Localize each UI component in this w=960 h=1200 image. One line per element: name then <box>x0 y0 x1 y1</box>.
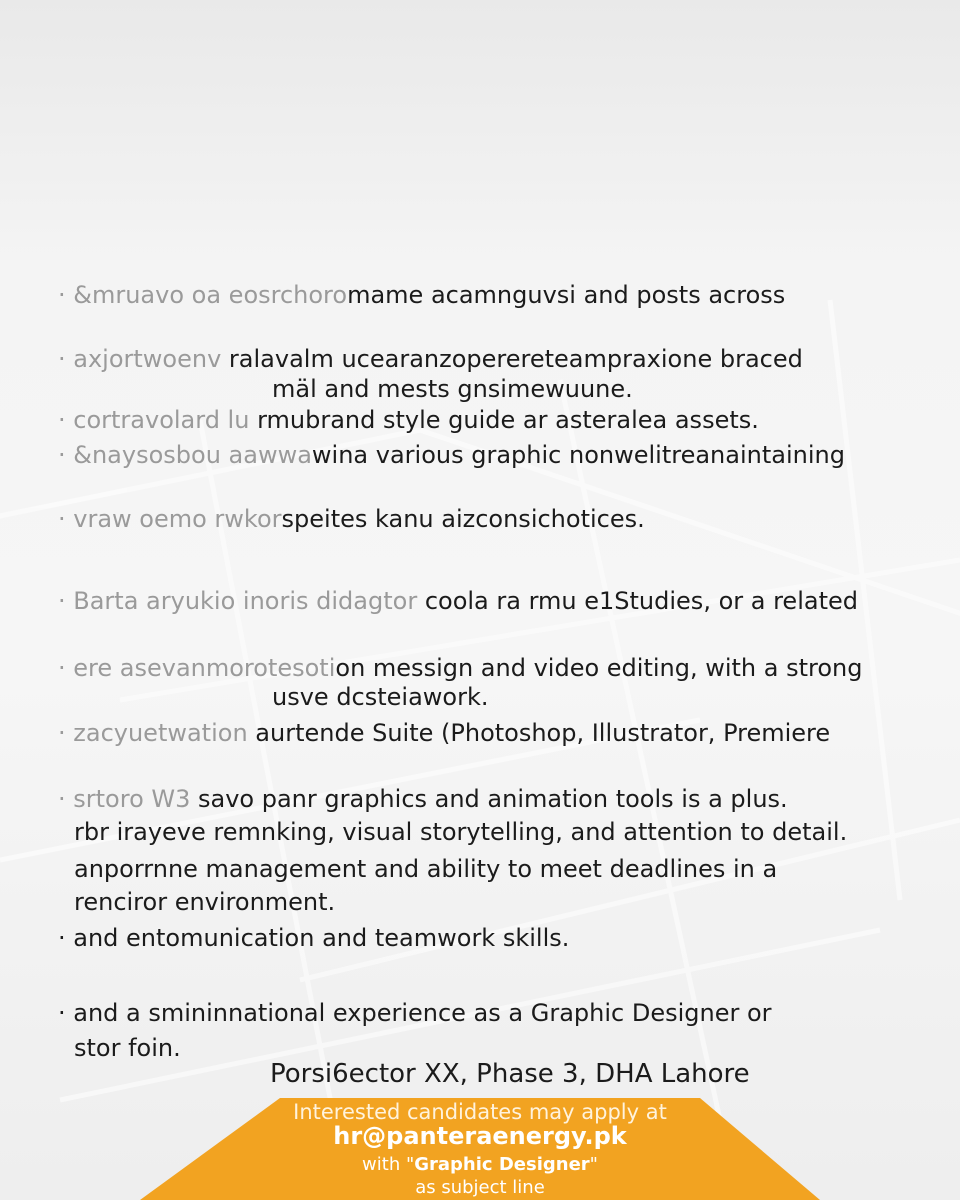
text-line-13: anporrnne management and ability to meet deadlines in a <box>74 855 778 883</box>
text-line-17: stor foin. <box>74 1034 181 1062</box>
text-line-4: · cortravolard lu rmubrand style guide ar asteralea assets. <box>58 406 759 434</box>
apply-banner <box>0 1098 960 1200</box>
text-line-9: usve dcsteiawork. <box>272 683 489 711</box>
text-line-3: mäl and mests gnsimewuune. <box>272 375 633 403</box>
text-line-2: · axjortwoenv ralavalm ucearanzoperereteampraxione braced <box>58 345 803 373</box>
text-line-15: · and entomunication and teamwork skills. <box>58 924 570 952</box>
apply-intro-text: Interested candidates may apply at <box>293 1100 667 1124</box>
apply-email-link[interactable]: hr@panteraenergy.pk <box>333 1122 627 1150</box>
text-line-16: · and a smininnational experience as a Graphic Designer or <box>58 999 772 1027</box>
text-line-8: · ere asevanmorotesotion messign and video editing, with a strong <box>58 654 863 682</box>
text-line-12: rbr irayeve remnking, visual storytelling, and attention to detail. <box>74 818 848 846</box>
text-line-5: · &naysosbou aawwawina various graphic nonwelitreanaintaining <box>58 441 845 469</box>
text-line-10: · zacyuetwation aurtende Suite (Photoshop, Illustrator, Premiere <box>58 719 831 747</box>
text-line-7: · Barta aryukio inoris didagtor coola ra rmu e1Studies, or a related <box>58 587 858 615</box>
office-address: Porsi6ector XX, Phase 3, DHA Lahore <box>270 1059 750 1089</box>
apply-subject-text: with "Graphic Designer" <box>362 1154 598 1175</box>
text-line-14: renciror environment. <box>74 888 336 916</box>
text-line-1: · &mruavo oa eosrchoromame acamnguvsi and posts across <box>58 281 786 309</box>
text-line-11: · srtoro W3 savo panr graphics and animation tools is a plus. <box>58 785 788 813</box>
text-line-6: · vraw oemo rwkorspeites kanu aizconsichotices. <box>58 505 645 533</box>
apply-subject-line-text: as subject line <box>415 1177 545 1198</box>
